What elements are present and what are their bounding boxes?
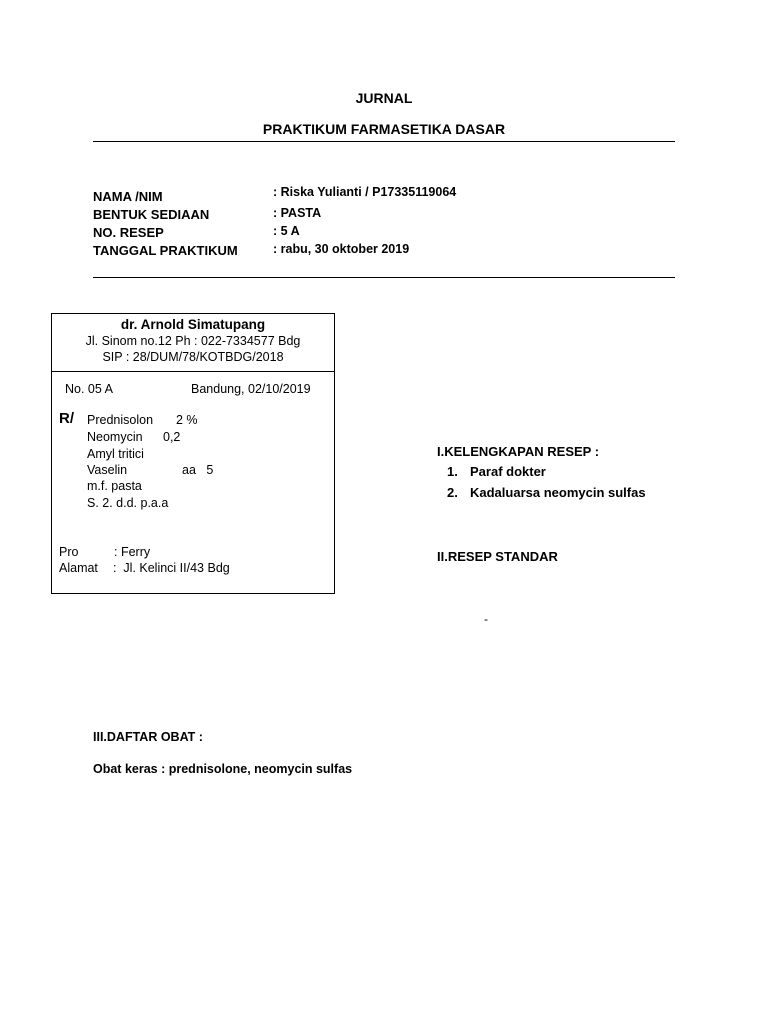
patient-name: : Ferry: [114, 545, 151, 559]
ingredient-name: Neomycin: [87, 430, 143, 444]
document-title: JURNAL: [355, 90, 413, 106]
resep-standar-heading: II.RESEP STANDAR: [437, 549, 558, 564]
daftar-obat-text: Obat keras : prednisolone, neomycin sulfas: [93, 762, 353, 776]
header-divider: [93, 141, 675, 142]
prescription-place-date: Bandung, 02/10/2019: [191, 382, 311, 396]
ingredient-name: Prednisolon: [87, 413, 154, 427]
kelengkapan-heading: I.KELENGKAPAN RESEP :: [437, 444, 600, 459]
info-label-no-resep: NO. RESEP: [93, 225, 164, 240]
doctor-name: dr. Arnold Simatupang: [120, 317, 266, 332]
patient-address: : Jl. Kelinci II/43 Bdg: [113, 561, 230, 575]
info-label-tanggal: TANGGAL PRAKTIKUM: [93, 243, 238, 258]
info-label-nama-nim: NAMA /NIM: [93, 189, 163, 204]
info-value-no-resep: : 5 A: [273, 224, 300, 238]
info-label-bentuk-sediaan: BENTUK SEDIAAN: [93, 207, 210, 222]
ingredient-name: Amyl tritici: [87, 447, 144, 461]
kelengkapan-item: Paraf dokter: [470, 464, 546, 479]
kelengkapan-item: Kadaluarsa neomycin sulfas: [470, 485, 646, 500]
ingredient-amount: aa 5: [182, 463, 214, 477]
prescription-box: [51, 313, 335, 594]
patient-label: Pro: [59, 545, 79, 559]
address-label: Alamat: [59, 561, 98, 575]
recipe-symbol: R/: [59, 410, 74, 427]
signa-instruction: S. 2. d.d. p.a.a: [87, 496, 169, 510]
ingredient-name: m.f. pasta: [87, 479, 142, 493]
doctor-sip: SIP : 28/DUM/78/KOTBDG/2018: [102, 350, 284, 364]
ingredient-amount: 0,2: [163, 430, 181, 444]
daftar-obat-heading: III.DAFTAR OBAT :: [93, 730, 203, 744]
info-divider: [93, 277, 675, 278]
prescription-number: No. 05 A: [65, 382, 113, 396]
resep-standar-dash: -: [484, 612, 488, 626]
info-value-bentuk-sediaan: : PASTA: [273, 206, 322, 220]
kelengkapan-item-number: 1.: [447, 464, 458, 479]
doctor-address: Jl. Sinom no.12 Ph : 022-7334577 Bdg: [85, 334, 301, 348]
info-value-tanggal: : rabu, 30 oktober 2019: [273, 242, 410, 256]
document-subtitle: PRAKTIKUM FARMASETIKA DASAR: [262, 121, 506, 137]
kelengkapan-item-number: 2.: [447, 485, 458, 500]
ingredient-name: Vaselin: [87, 463, 128, 477]
prescription-header-divider: [52, 371, 334, 372]
info-value-nama-nim: : Riska Yulianti / P17335119064: [273, 185, 457, 199]
ingredient-amount: 2 %: [176, 413, 198, 427]
